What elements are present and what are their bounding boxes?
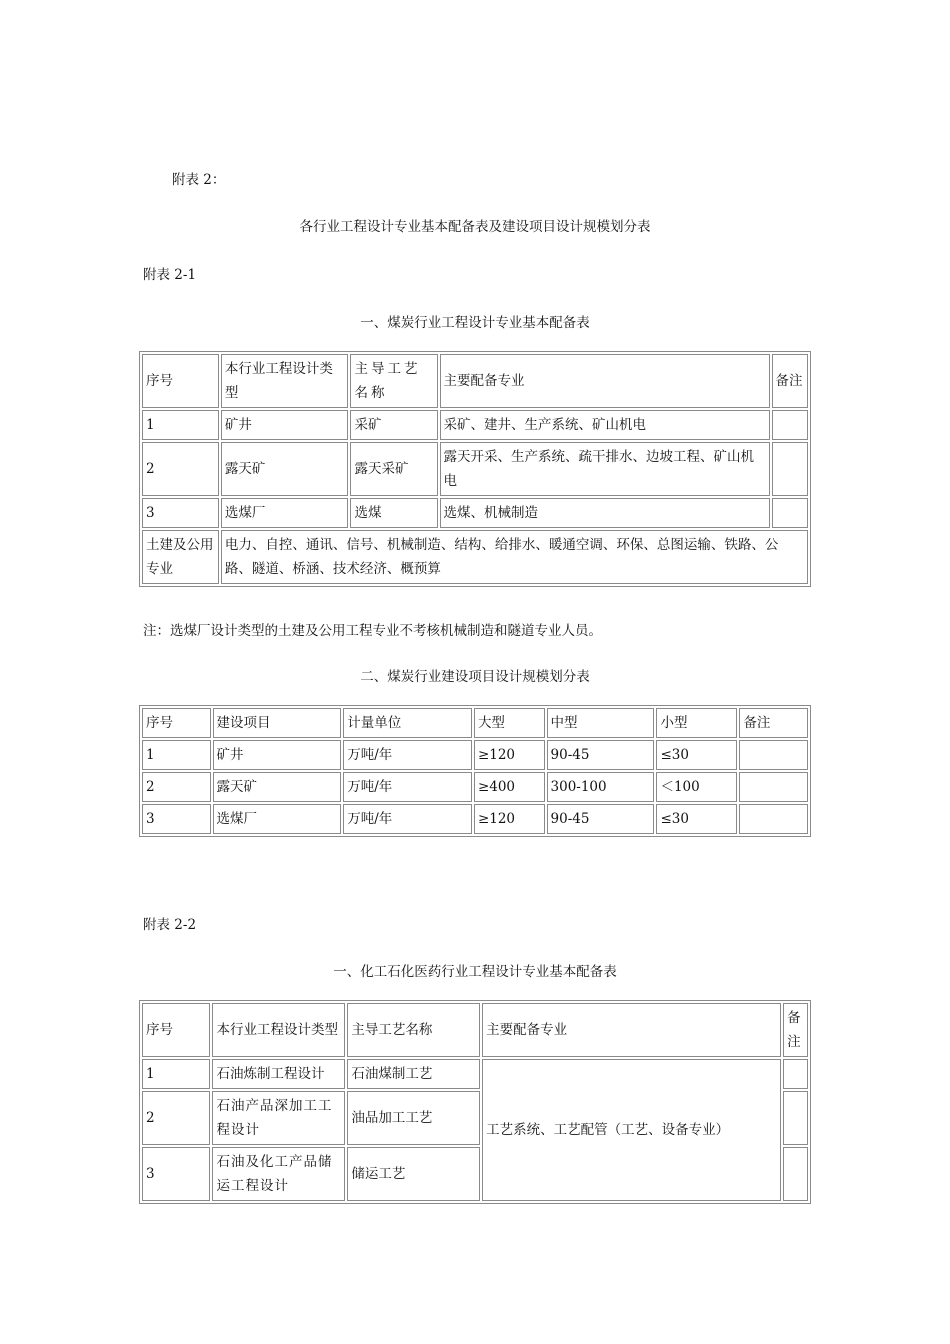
table1-note: 注：选煤厂设计类型的土建及公用工程专业不考核机械制造和隧道专业人员。 bbox=[143, 623, 602, 639]
header-cell: 备注 bbox=[739, 708, 808, 738]
table-cell: ≤30 bbox=[656, 804, 737, 834]
table-cell: 储运工艺 bbox=[347, 1147, 480, 1201]
table-cell bbox=[783, 1059, 808, 1089]
table-cell: 石油产品深加工工程设计 bbox=[212, 1091, 345, 1145]
common-value-cell: 电力、自控、通讯、信号、机械制造、结构、给排水、暖通空调、环保、总图运输、铁路、公路、隧道、桥涵、技术经济、概预算 bbox=[221, 530, 808, 584]
table-cell: 3 bbox=[142, 1147, 210, 1201]
table-cell: 90-45 bbox=[547, 740, 655, 770]
table-cell bbox=[783, 1091, 808, 1145]
common-label-cell: 土建及公用专业 bbox=[142, 530, 219, 584]
table-cell: 油品加工工艺 bbox=[347, 1091, 480, 1145]
header-cell: 序号 bbox=[142, 708, 211, 738]
table-cell: 万吨/年 bbox=[343, 772, 472, 802]
table-cell: 1 bbox=[142, 740, 211, 770]
table-header-row bbox=[142, 354, 808, 408]
table-row bbox=[142, 410, 808, 440]
table-cell: 1 bbox=[142, 1059, 210, 1089]
header-cell: 小型 bbox=[656, 708, 737, 738]
table-cell: 2 bbox=[142, 442, 219, 496]
table-cell: 选煤厂 bbox=[213, 804, 342, 834]
header-cell: 大型 bbox=[474, 708, 545, 738]
header-cell: 主要配备专业 bbox=[440, 354, 770, 408]
appendix-label: 附表 2： bbox=[172, 172, 226, 188]
table-cell: 选煤 bbox=[350, 498, 437, 528]
table-cell: 90-45 bbox=[547, 804, 655, 834]
table-cell: 采矿、建井、生产系统、矿山机电 bbox=[440, 410, 770, 440]
table-cell: ＜100 bbox=[656, 772, 737, 802]
table-cell: 采矿 bbox=[350, 410, 437, 440]
table-cell: 选煤、机械制造 bbox=[440, 498, 770, 528]
table-cell: 石油及化工产品储运工程设计 bbox=[212, 1147, 345, 1201]
table-cell bbox=[772, 442, 808, 496]
table-cell: 石油炼制工程设计 bbox=[212, 1059, 345, 1089]
table-cell: 选煤厂 bbox=[221, 498, 349, 528]
header-cell: 计量单位 bbox=[343, 708, 472, 738]
coal-specialty-table bbox=[139, 351, 811, 587]
table-cell bbox=[772, 410, 808, 440]
table-row bbox=[142, 442, 808, 496]
chem-specialty-table bbox=[139, 1000, 811, 1204]
table-cell: 露天矿 bbox=[221, 442, 349, 496]
header-cell: 备注 bbox=[772, 354, 808, 408]
header-cell: 建设项目 bbox=[213, 708, 342, 738]
table-row bbox=[142, 772, 808, 802]
header-cell: 序号 bbox=[142, 354, 219, 408]
table-row bbox=[142, 740, 808, 770]
table-row-common bbox=[142, 530, 808, 584]
section-label-2-2: 附表 2-2 bbox=[143, 917, 197, 933]
shared-specialty-cell: 工艺系统、工艺配管（工艺、设备专业） bbox=[482, 1059, 781, 1201]
header-cell: 本行业工程设计类型 bbox=[221, 354, 349, 408]
table-cell bbox=[739, 740, 808, 770]
table3-title: 一、化工石化医药行业工程设计专业基本配备表 bbox=[333, 964, 617, 980]
table-cell: 2 bbox=[142, 772, 211, 802]
table-cell: 露天采矿 bbox=[350, 442, 437, 496]
page-title: 各行业工程设计专业基本配备表及建设项目设计规模划分表 bbox=[299, 219, 651, 235]
header-cell: 中型 bbox=[547, 708, 655, 738]
table-cell bbox=[772, 498, 808, 528]
table-cell: ≤30 bbox=[656, 740, 737, 770]
table-cell: 矿井 bbox=[213, 740, 342, 770]
header-cell: 主要配备专业 bbox=[482, 1003, 781, 1057]
table-cell bbox=[783, 1147, 808, 1201]
table-header-row bbox=[142, 708, 808, 738]
table-cell: 1 bbox=[142, 410, 219, 440]
table-cell: 3 bbox=[142, 804, 211, 834]
table-cell: 万吨/年 bbox=[343, 804, 472, 834]
table-cell: 2 bbox=[142, 1091, 210, 1145]
table-cell bbox=[739, 772, 808, 802]
header-cell: 序号 bbox=[142, 1003, 210, 1057]
table-cell: 矿井 bbox=[221, 410, 349, 440]
table-cell: ≥120 bbox=[474, 740, 545, 770]
table-row bbox=[142, 498, 808, 528]
table-cell: ≥120 bbox=[474, 804, 545, 834]
table-cell: 露天矿 bbox=[213, 772, 342, 802]
table1-title: 一、煤炭行业工程设计专业基本配备表 bbox=[360, 315, 590, 331]
header-cell: 主导工艺名称 bbox=[350, 354, 437, 408]
table-cell: 露天开采、生产系统、疏干排水、边坡工程、矿山机电 bbox=[440, 442, 770, 496]
table-cell: 300-100 bbox=[547, 772, 655, 802]
table-row bbox=[142, 804, 808, 834]
table-cell bbox=[739, 804, 808, 834]
table-cell: 3 bbox=[142, 498, 219, 528]
table-row bbox=[142, 1059, 808, 1089]
coal-scale-table bbox=[139, 705, 811, 837]
table-header-row bbox=[142, 1003, 808, 1057]
header-cell: 主导工艺名称 bbox=[347, 1003, 480, 1057]
table-cell: 石油煤制工艺 bbox=[347, 1059, 480, 1089]
table2-title: 二、煤炭行业建设项目设计规模划分表 bbox=[360, 669, 590, 685]
table-cell: ≥400 bbox=[474, 772, 545, 802]
header-cell: 本行业工程设计类型 bbox=[212, 1003, 345, 1057]
header-cell: 备注 bbox=[783, 1003, 808, 1057]
section-label-2-1: 附表 2-1 bbox=[143, 267, 197, 283]
table-cell: 万吨/年 bbox=[343, 740, 472, 770]
